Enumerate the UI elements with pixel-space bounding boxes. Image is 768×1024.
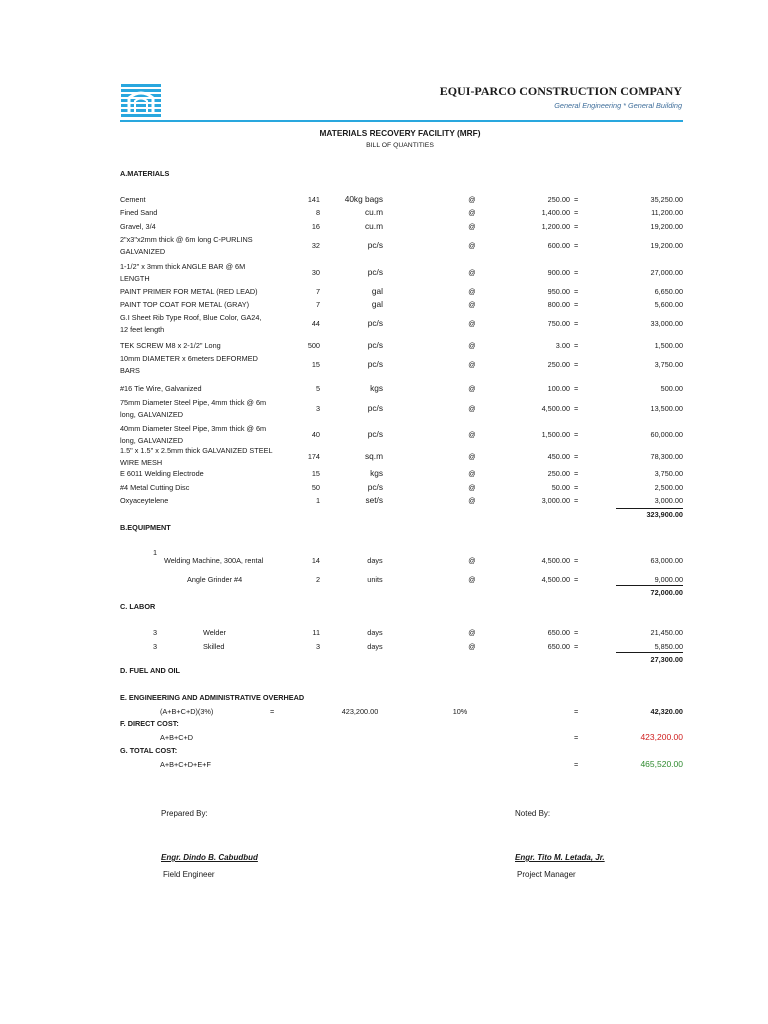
material-description: 1.5" x 1.5" x 2.5mm thick GALVANIZED STEEL <box>120 446 273 455</box>
material-unit: pc/s <box>367 340 383 350</box>
material-qty: 7 <box>315 300 320 309</box>
section-fuel-heading: D. FUEL AND OIL <box>120 666 180 675</box>
company-tagline: General Engineering * General Building <box>554 101 682 110</box>
material-qty: 1 <box>315 496 320 505</box>
at-symbol: @ <box>468 404 476 413</box>
material-total: 2,500.00 <box>654 483 683 492</box>
material-unit-price: 250.00 <box>547 360 570 369</box>
material-qty: 500 <box>307 341 320 350</box>
material-total: 13,500.00 <box>650 404 683 413</box>
material-description: Fined Sand <box>120 208 158 217</box>
section-materials-heading: A.MATERIALS <box>120 169 170 178</box>
at-symbol: @ <box>468 452 476 461</box>
equals-symbol: = <box>574 628 579 637</box>
at-symbol: @ <box>468 469 476 478</box>
material-total: 3,750.00 <box>654 360 683 369</box>
material-description: PAINT TOP COAT FOR METAL (GRAY) <box>120 300 250 309</box>
material-qty: 15 <box>311 469 320 478</box>
noted-by-label: Noted By: <box>515 809 551 818</box>
equals-symbol: = <box>574 496 579 505</box>
labor-total: 21,450.00 <box>650 628 683 637</box>
overhead-rate: 10% <box>452 707 468 716</box>
material-unit-price: 1,400.00 <box>541 208 570 217</box>
material-qty: 5 <box>315 384 320 393</box>
material-unit: cu.m <box>365 207 383 217</box>
material-total: 19,200.00 <box>650 241 683 250</box>
material-unit-price: 3,000.00 <box>541 496 570 505</box>
material-unit-price: 3.00 <box>555 341 570 350</box>
material-description: 10mm DIAMETER x 6meters DEFORMED <box>120 354 258 363</box>
at-symbol: @ <box>468 384 476 393</box>
material-unit-price: 800.00 <box>547 300 570 309</box>
material-unit: pc/s <box>367 429 383 439</box>
equals-symbol: = <box>574 341 579 350</box>
material-unit: kgs <box>370 468 383 478</box>
material-qty: 40 <box>311 430 320 439</box>
equipment-desc: Angle Grinder #4 <box>187 575 243 584</box>
material-unit: pc/s <box>367 403 383 413</box>
equals-symbol: = <box>574 430 579 439</box>
material-description: Oxyaceytelene <box>120 496 169 505</box>
material-unit-price: 450.00 <box>547 452 570 461</box>
equals-symbol: = <box>574 575 579 584</box>
equals-symbol: = <box>574 707 579 716</box>
overhead-base: 423,200.00 <box>341 707 379 716</box>
equipment-index: 1 <box>153 548 158 557</box>
material-total: 6,650.00 <box>654 287 683 296</box>
direct-amount: 423,200.00 <box>640 732 683 742</box>
equipment-desc: Welding Machine, 300A, rental <box>164 556 264 565</box>
noted-by-role: Project Manager <box>517 870 576 879</box>
equipment-qty: 2 <box>315 575 320 584</box>
material-qty: 15 <box>311 360 320 369</box>
equals-symbol: = <box>574 642 579 651</box>
equals-symbol: = <box>574 733 579 742</box>
material-unit: pc/s <box>367 359 383 369</box>
overhead-formula: (A+B+C+D)(3%) <box>160 707 214 716</box>
at-symbol: @ <box>468 319 476 328</box>
material-qty: 7 <box>315 287 320 296</box>
labor-qty: 11 <box>312 628 320 637</box>
material-unit-price: 900.00 <box>547 268 570 277</box>
equipment-unit: units <box>367 575 383 584</box>
direct-formula: A+B+C+D <box>160 733 194 742</box>
equipment-total: 63,000.00 <box>650 556 683 565</box>
at-symbol: @ <box>468 496 476 505</box>
equals-symbol: = <box>574 208 579 217</box>
at-symbol: @ <box>468 268 476 277</box>
prepared-by-label: Prepared By: <box>161 809 208 818</box>
equipment-unit: days <box>367 556 383 565</box>
total-formula: A+B+C+D+E+F <box>160 760 211 769</box>
at-symbol: @ <box>468 341 476 350</box>
equals-symbol: = <box>574 195 579 204</box>
material-total: 35,250.00 <box>650 195 683 204</box>
material-description: GALVANIZED <box>120 247 166 256</box>
company-name: EQUI-PARCO CONSTRUCTION COMPANY <box>439 84 682 98</box>
section-overhead-heading: E. ENGINEERING AND ADMINISTRATIVE OVERHEAD <box>120 693 305 702</box>
equipment-price: 4,500.00 <box>541 556 570 565</box>
material-unit: pc/s <box>367 318 383 328</box>
at-symbol: @ <box>468 300 476 309</box>
document-title: MATERIALS RECOVERY FACILITY (MRF) <box>319 128 481 138</box>
at-symbol: @ <box>468 287 476 296</box>
equipment-qty: 14 <box>311 556 320 565</box>
equipment-price: 4,500.00 <box>541 575 570 584</box>
labor-unit: days <box>367 642 383 651</box>
equals-symbol: = <box>574 760 579 769</box>
material-unit-price: 1,200.00 <box>541 222 570 231</box>
material-unit-price: 750.00 <box>547 319 570 328</box>
overhead-amount: 42,320.00 <box>650 707 683 716</box>
material-unit: cu.m <box>365 221 383 231</box>
material-description: Cement <box>120 195 146 204</box>
at-symbol: @ <box>468 222 476 231</box>
material-unit: pc/s <box>367 240 383 250</box>
labor-qty: 3 <box>315 642 320 651</box>
labor-subtotal-line <box>616 652 683 653</box>
material-description: WIRE MESH <box>120 458 163 467</box>
section-total-heading: G. TOTAL COST: <box>120 746 178 755</box>
material-description: LENGTH <box>120 274 150 283</box>
at-symbol: @ <box>468 575 476 584</box>
equals-symbol: = <box>574 384 579 393</box>
materials-subtotal-line <box>616 508 683 509</box>
material-qty: 3 <box>315 404 320 413</box>
material-unit-price: 100.00 <box>547 384 570 393</box>
labor-unit: days <box>367 628 383 637</box>
material-description: TEK SCREW M8 x 2-1/2" Long <box>120 341 221 350</box>
material-qty: 32 <box>311 241 320 250</box>
material-total: 27,000.00 <box>650 268 683 277</box>
material-unit: set/s <box>365 495 383 505</box>
at-symbol: @ <box>468 360 476 369</box>
equals-symbol: = <box>574 360 579 369</box>
material-description: #16 Tie Wire, Galvanized <box>120 384 202 393</box>
at-symbol: @ <box>468 642 476 651</box>
material-description: Gravel, 3/4 <box>120 222 156 231</box>
at-symbol: @ <box>468 208 476 217</box>
material-total: 60,000.00 <box>650 430 683 439</box>
material-description: 40mm Diameter Steel Pipe, 3mm thick @ 6m <box>120 424 267 433</box>
section-labor-heading: C. LABOR <box>120 602 156 611</box>
equals-symbol: = <box>574 268 579 277</box>
equals-symbol: = <box>574 241 579 250</box>
material-description: 75mm Diameter Steel Pipe, 4mm thick @ 6m <box>120 398 267 407</box>
material-description: #4 Metal Cutting Disc <box>120 483 190 492</box>
material-total: 78,300.00 <box>650 452 683 461</box>
at-symbol: @ <box>468 483 476 492</box>
material-unit-price: 600.00 <box>547 241 570 250</box>
material-description: PAINT PRIMER FOR METAL (RED LEAD) <box>120 287 258 296</box>
material-total: 19,200.00 <box>650 222 683 231</box>
labor-desc: Welder <box>203 628 226 637</box>
equals-symbol: = <box>270 707 275 716</box>
noted-by-name: Engr. Tito M. Letada, Jr. <box>515 853 605 862</box>
equals-symbol: = <box>574 404 579 413</box>
material-unit-price: 950.00 <box>547 287 570 296</box>
labor-price: 650.00 <box>547 642 570 651</box>
material-unit: pc/s <box>367 482 383 492</box>
material-unit-price: 250.00 <box>547 469 570 478</box>
material-qty: 50 <box>311 483 320 492</box>
equipment-total: 9,000.00 <box>654 575 683 584</box>
material-total: 33,000.00 <box>650 319 683 328</box>
material-total: 3,750.00 <box>654 469 683 478</box>
material-total: 500.00 <box>660 384 683 393</box>
section-equipment-heading: B.EQUIPMENT <box>120 523 171 532</box>
at-symbol: @ <box>468 430 476 439</box>
equals-symbol: = <box>574 483 579 492</box>
prepared-by-role: Field Engineer <box>163 870 215 879</box>
material-unit-price: 4,500.00 <box>541 404 570 413</box>
equals-symbol: = <box>574 556 579 565</box>
material-description: 1-1/2" x 3mm thick ANGLE BAR @ 6M <box>120 262 246 271</box>
material-unit: kgs <box>370 383 383 393</box>
material-total: 3,000.00 <box>654 496 683 505</box>
equipment-subtotal: 72,000.00 <box>650 588 683 597</box>
equals-symbol: = <box>574 222 579 231</box>
equipment-subtotal-line <box>616 585 683 586</box>
document-subtitle: BILL OF QUANTITIES <box>366 142 434 149</box>
material-description: long, GALVANIZED <box>120 410 183 419</box>
materials-subtotal: 323,900.00 <box>646 510 683 519</box>
at-symbol: @ <box>468 241 476 250</box>
material-qty: 8 <box>315 208 320 217</box>
prepared-by-name: Engr. Dindo B. Cabudbud <box>161 853 258 862</box>
total-amount: 465,520.00 <box>640 759 683 769</box>
material-unit: sq.m <box>365 451 383 461</box>
material-unit: gal <box>371 299 383 309</box>
material-qty: 44 <box>311 319 320 328</box>
material-description: long, GALVANIZED <box>120 436 183 445</box>
material-unit: gal <box>371 286 383 296</box>
material-description: BARS <box>120 366 140 375</box>
equals-symbol: = <box>574 319 579 328</box>
at-symbol: @ <box>468 195 476 204</box>
labor-total: 5,850.00 <box>654 642 683 651</box>
material-description: 12 feet length <box>120 325 165 334</box>
material-unit: 40kg bags <box>344 194 383 204</box>
material-description: G.I Sheet Rib Type Roof, Blue Color, GA24, <box>120 313 262 322</box>
equals-symbol: = <box>574 300 579 309</box>
material-description: 2"x3"x2mm thick @ 6m long C-PURLINS <box>120 235 253 244</box>
material-total: 1,500.00 <box>654 341 683 350</box>
at-symbol: @ <box>468 628 476 637</box>
equals-symbol: = <box>574 469 579 478</box>
material-description: E 6011 Welding Electrode <box>120 469 204 478</box>
at-symbol: @ <box>468 556 476 565</box>
equals-symbol: = <box>574 452 579 461</box>
equals-symbol: = <box>574 287 579 296</box>
header-divider <box>120 120 683 122</box>
material-unit-price: 250.00 <box>547 195 570 204</box>
section-direct-heading: F. DIRECT COST: <box>120 719 179 728</box>
company-logo <box>121 84 161 117</box>
labor-count: 3 <box>153 628 158 637</box>
material-total: 11,200.00 <box>651 208 683 217</box>
material-qty: 174 <box>307 452 320 461</box>
material-qty: 141 <box>307 195 320 204</box>
material-total: 5,600.00 <box>654 300 683 309</box>
material-qty: 16 <box>311 222 320 231</box>
labor-price: 650.00 <box>547 628 570 637</box>
labor-desc: Skilled <box>203 642 225 651</box>
material-qty: 30 <box>311 268 320 277</box>
labor-count: 3 <box>153 642 158 651</box>
labor-subtotal: 27,300.00 <box>650 655 683 664</box>
material-unit-price: 50.00 <box>551 483 570 492</box>
material-unit: pc/s <box>367 267 383 277</box>
material-unit-price: 1,500.00 <box>541 430 570 439</box>
